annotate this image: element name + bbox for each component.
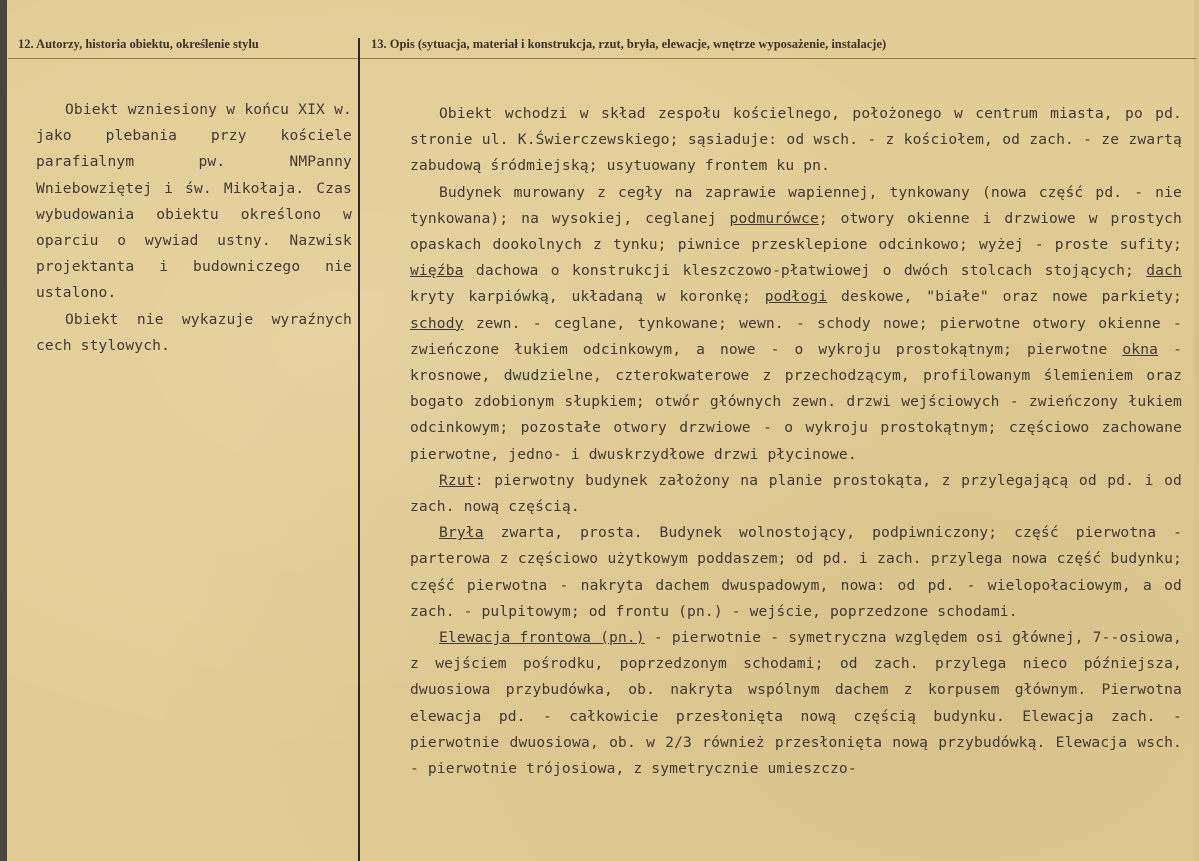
construction-text-f: zewn. - ceglane, tynkowane; wewn. - schody nowe; pierwotne otwory okienne - zwieńczone łukiem odcinkowym, a nowe - o wykroju prostokątnym; pierwotne — [410, 314, 1182, 358]
construction-text-d: kryty karpiówką, układaną w koronkę; — [410, 288, 765, 306]
construction-text-a: Budynek murowany z cegły na zaprawie wapiennej, tynkowany (nowa część pd. - nie tynkowana); na wysokiej, ceglanej — [410, 183, 1182, 227]
term-podlogi: podłogi — [764, 288, 828, 306]
plan-text: : pierwotny budynek założony na planie prostokąta, z przylegającą od pd. i od zach. nową częścią. — [410, 471, 1182, 516]
term-rzut: Rzut — [439, 471, 475, 489]
construction-text-e: deskowe, "białe" oraz nowe parkiety; — [827, 288, 1182, 306]
construction-text-g: - krosnowe, dwudzielne, czterokwaterowe z przechodzącym, profilowanym ślemieniem oraz bogato zdobionym słupkiem; otwór głównych zewn. drzwi wejściowych - zwieńczony łukiem odcinkowym; pozostałe otwory drzwiowe - o wykroju prostokątnym; częściowo zachowane pierwotne, jedno- i dwuskrzydłowe drzwi płycinowe. — [410, 340, 1183, 463]
location-paragraph: Obiekt wchodzi w skład zespołu kościelnego, położonego w centrum miasta, po pd. stronie ul. K.Świerczewskiego; sąsiaduje: od wsch. - z kościołem, od zach. - ze zwartą zabudową śródmiejską; usytuowany frontem ku pn. — [410, 105, 1182, 175]
term-wiezba: więźba — [410, 262, 464, 280]
construction-paragraph — [410, 180, 1182, 468]
plan-paragraph — [410, 468, 1182, 520]
description-column — [410, 101, 1182, 782]
authors-history-column — [36, 97, 352, 359]
scan-edge-left — [0, 0, 7, 861]
massing-paragraph — [410, 520, 1182, 625]
header-rule — [8, 58, 1196, 59]
elevation-text: - pierwotnie - symetryczna względem osi głównej, 7--osiowa, z wejściem pośrodku, poprzedzonym schodami; od zach. przylega nieco późniejsza, dwuosiowa przybudówka, ob. nakryta wspólnym dachem z korpusem głównym. Pierwotna elewacja pd. - całkowicie przesłonięta nową częścią budynku. Elewacja zach. - pierwotnie dwuosiowa, ob. w 2/3 również przesłonięta nową przybudówką. Elewacja wsch. - pierwotnie trójosiowa, z symetrycznie umieszczo- — [410, 629, 1182, 778]
column-divider — [358, 38, 360, 861]
term-podmurowce: podmurówce — [729, 209, 819, 227]
section-12-header: 12. Autorzy, historia obiektu, określenie stylu — [18, 37, 259, 51]
section-13-header: 13. Opis (sytuacja, materiał i konstrukcja, rzut, bryła, elewacje, wnętrze wyposażenie, instalacje) — [371, 37, 887, 51]
term-dach: dach — [1146, 262, 1182, 280]
term-okna: okna — [1122, 340, 1159, 358]
construction-text-b: ; otwory okienne i drzwiowe w prostych opaskach dookolnych z tynku; piwnice przesklepione odcinkowo; wyżej - proste sufity; — [410, 209, 1182, 254]
term-bryla: Bryła — [439, 524, 484, 542]
elevation-paragraph — [410, 625, 1182, 782]
history-paragraph: Obiekt wzniesiony w końcu XIX w. jako plebania przy kościele parafialnym pw. NMPanny Wniebowziętej i św. Mikołaja. Czas wybudowania obiektu określono w oparciu o wywiad ustny. Nazwisk projektanta i budowniczego nie ustalono. — [36, 101, 352, 302]
term-schody: schody — [410, 314, 464, 332]
style-paragraph: Obiekt nie wykazuje wyraźnych cech stylowych. — [36, 310, 352, 354]
term-elewacja-frontowa: Elewacja frontowa (pn.) — [439, 629, 645, 647]
construction-text-c: dachowa o konstrukcji kleszczowo-płatwiowej o dwóch stolcach stojących; — [463, 262, 1147, 280]
scan-edge-right — [1194, 0, 1199, 861]
massing-text: zwarta, prosta. Budynek wolnostojący, podpiwniczony; część pierwotna - parterowa z częściowo użytkowym poddaszem; od pd. i zach. przylega nowa część budynku; część pierwotna - nakryta dachem dwuspadowym, nowa: od pd. - wielopołaciowym, a od zach. - pulpitowym; od frontu (pn.) - wejście, poprzedzone schodami. — [410, 524, 1182, 620]
